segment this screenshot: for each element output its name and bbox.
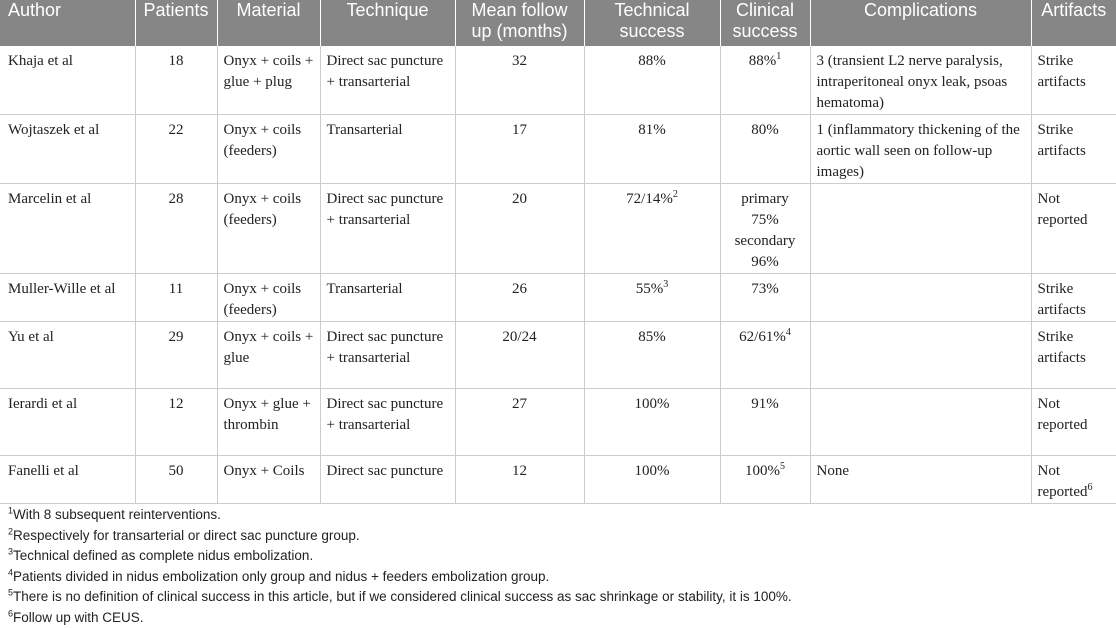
footnote-mark: 2 [673,189,678,200]
cell-material: Onyx + coils (feeders) [217,115,320,184]
table-row [0,322,1116,389]
cell-clinical-success [720,46,810,115]
cell-author: Khaja et al [0,46,135,115]
cell-clinical-success [720,184,810,274]
cell-follow-up: 26 [455,274,584,322]
footnote-mark: 3 [8,547,13,557]
header-patients: Patients [135,0,217,46]
value: 81% [638,122,666,138]
cell-patients: 11 [135,274,217,322]
footnote-mark: 4 [8,567,13,577]
value: 88% [638,53,666,69]
value: Strike artifacts [1038,122,1086,159]
value: Not reported [1038,191,1088,228]
footnote [8,526,792,547]
cell-technique: Direct sac puncture + transarterial [320,322,455,389]
cell-follow-up: 32 [455,46,584,115]
value: Not reported [1038,396,1088,433]
cell-author: Marcelin et al [0,184,135,274]
cell-material: Onyx + coils + glue + plug [217,46,320,115]
header-clinical-success: Clinical success [720,0,810,46]
cell-technical-success [584,46,720,115]
footnote-mark: 5 [780,461,785,472]
cell-material: Onyx + glue + thrombin [217,389,320,456]
cell-technical-success [584,115,720,184]
footnote-mark: 4 [786,327,791,338]
footnote-mark: 3 [663,279,668,290]
cell-technique: Direct sac puncture + transarterial [320,389,455,456]
header-technique: Technique [320,0,455,46]
value: 91% [751,396,779,412]
footnote [8,587,792,608]
cell-technical-success [584,322,720,389]
footnote-mark: 5 [8,588,13,598]
footnote-mark: 1 [8,506,13,516]
cell-patients: 29 [135,322,217,389]
footnote [8,546,792,567]
table-row [0,46,1116,115]
cell-complications [810,184,1031,274]
table-row [0,274,1116,322]
header-author: Author [0,0,135,46]
footnote-mark: 6 [1087,482,1092,493]
cell-author: Ierardi et al [0,389,135,456]
cell-clinical-success [720,274,810,322]
value: 80% [751,122,779,138]
cell-artifacts [1031,456,1116,504]
cell-author: Muller-Wille et al [0,274,135,322]
cell-complications: 3 (transient L2 nerve paralysis, intraperitoneal onyx leak, psoas hematoma) [810,46,1031,115]
cell-clinical-success [720,456,810,504]
cell-author: Fanelli et al [0,456,135,504]
footnote-text: Technical defined as complete nidus embolization. [13,548,313,563]
cell-complications: None [810,456,1031,504]
value: 100% [745,463,780,479]
cell-technical-success [584,389,720,456]
value: 85% [638,329,666,345]
cell-technique: Transarterial [320,274,455,322]
cell-follow-up: 27 [455,389,584,456]
footnote [8,608,792,628]
footnote-text: With 8 subsequent reinterventions. [13,507,221,522]
header-follow-up: Mean follow up (months) [455,0,584,46]
header-technical-success: Technical success [584,0,720,46]
cell-complications [810,274,1031,322]
value: primary 75% secondary 96% [735,191,796,270]
footnote [8,505,792,526]
cell-technical-success [584,274,720,322]
table-row [0,389,1116,456]
cell-author: Wojtaszek et al [0,115,135,184]
cell-material: Onyx + coils + glue [217,322,320,389]
table-row [0,115,1116,184]
cell-follow-up: 20/24 [455,322,584,389]
cell-clinical-success [720,115,810,184]
cell-artifacts [1031,184,1116,274]
cell-technique: Direct sac puncture + transarterial [320,46,455,115]
cell-artifacts [1031,115,1116,184]
footnote-text: Patients divided in nidus embolization only group and nidus + feeders embolization group. [13,569,549,584]
cell-artifacts [1031,322,1116,389]
footnote [8,567,792,588]
cell-complications [810,389,1031,456]
cell-technique: Transarterial [320,115,455,184]
cell-artifacts [1031,389,1116,456]
cell-patients: 50 [135,456,217,504]
value: 73% [751,281,779,297]
cell-complications [810,322,1031,389]
table-row [0,184,1116,274]
value: 55% [636,281,664,297]
cell-author: Yu et al [0,322,135,389]
footnote-mark: 6 [8,608,13,618]
header-artifacts: Artifacts [1031,0,1116,46]
value: Strike artifacts [1038,281,1086,318]
cell-technique: Direct sac puncture [320,456,455,504]
header-complications: Complications [810,0,1031,46]
cell-material: Onyx + coils (feeders) [217,184,320,274]
header-material: Material [217,0,320,46]
cell-artifacts [1031,274,1116,322]
value: Not reported [1038,463,1088,500]
cell-complications: 1 (inflammatory thickening of the aortic wall seen on follow-up images) [810,115,1031,184]
footnotes [8,505,792,628]
value: Strike artifacts [1038,329,1086,366]
cell-clinical-success [720,389,810,456]
cell-patients: 28 [135,184,217,274]
cell-material: Onyx + Coils [217,456,320,504]
value: 62/61% [739,329,786,345]
footnote-text: There is no definition of clinical success in this article, but if we considered clinical success as sac shrinkage or stability, it is 100%. [13,589,792,604]
cell-follow-up: 12 [455,456,584,504]
table-row [0,456,1116,504]
cell-technical-success [584,456,720,504]
value: 88% [749,53,777,69]
footnote-text: Respectively for transarterial or direct sac puncture group. [13,528,360,543]
cell-clinical-success [720,322,810,389]
cell-technical-success [584,184,720,274]
cell-artifacts [1031,46,1116,115]
value: Strike artifacts [1038,53,1086,90]
cell-follow-up: 20 [455,184,584,274]
cell-patients: 22 [135,115,217,184]
value: 100% [635,463,670,479]
cell-patients: 12 [135,389,217,456]
cell-patients: 18 [135,46,217,115]
value: 72/14% [626,191,673,207]
footnote-text: Follow up with CEUS. [13,610,144,625]
footnote-mark: 2 [8,526,13,536]
cell-technique: Direct sac puncture + transarterial [320,184,455,274]
value: 100% [635,396,670,412]
cell-material: Onyx + coils (feeders) [217,274,320,322]
footnote-mark: 1 [776,51,781,62]
cell-follow-up: 17 [455,115,584,184]
header-row [0,0,1116,46]
